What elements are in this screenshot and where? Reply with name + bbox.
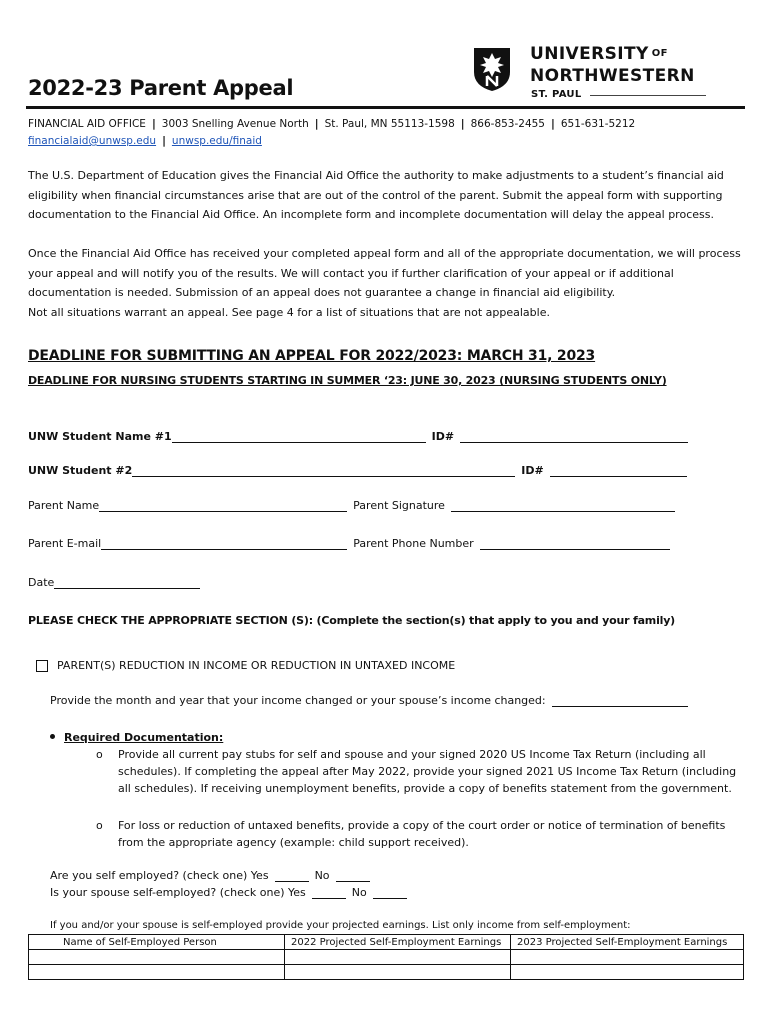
- date-label: Date: [28, 576, 55, 589]
- student2-row: [28, 464, 687, 477]
- logo-wordmark-university: UNIVERSITY OF: [530, 44, 668, 64]
- logo-wordmark-st-paul: ST. PAUL: [531, 89, 582, 100]
- student1-name-input[interactable]: [172, 430, 426, 443]
- table-header-cell: 2022 Projected Self-Employment Earnings: [285, 935, 511, 950]
- student1-row: [28, 430, 688, 443]
- website-link[interactable]: unwsp.edu/finaid: [171, 135, 262, 147]
- university-shield-logo-icon: [472, 46, 512, 92]
- parent-name-label: Parent Name: [28, 499, 100, 512]
- spouse-self-employed-question: Is your spouse self-employed? (check one) Yes No: [50, 886, 407, 899]
- office-phone-tollfree: 866-853-2455: [470, 118, 545, 130]
- table-row: [29, 965, 744, 980]
- bullet-dot-icon: [50, 734, 55, 739]
- table-row: [29, 950, 744, 965]
- parent-phone-label: Parent Phone Number: [353, 537, 474, 550]
- section1-title: PARENT(S) REDUCTION IN INCOME OR REDUCTION IN UNTAXED INCOME: [57, 659, 456, 672]
- table-header-cell: Name of Self-Employed Person: [29, 935, 285, 950]
- income-change-input[interactable]: [552, 694, 688, 707]
- date-row: [28, 576, 200, 589]
- required-documentation-label: Required Documentation:: [64, 731, 224, 744]
- parent-email-input[interactable]: [101, 537, 347, 550]
- table-cell-input[interactable]: [285, 950, 511, 965]
- office-city: St. Paul, MN 55113-1598: [324, 118, 455, 130]
- sub-bullet-icon: o: [96, 819, 103, 832]
- email-link[interactable]: financialaid@unwsp.edu: [28, 135, 157, 147]
- self-employed-question: Are you self employed? (check one) Yes No: [50, 869, 370, 882]
- documentation-item-text: Provide all current pay stubs for self and spouse and your signed 2020 US Income Tax Return (including all schedules). If completing the appeal after May 2022, provide your signed 2021 US Income Tax Return (including all schedules). If receiving unemployment benefits, provide a copy of benefits statement from the government.: [118, 748, 737, 795]
- self-employment-earnings-table: [28, 934, 744, 980]
- documentation-item: [96, 746, 744, 797]
- student2-id-input[interactable]: [550, 464, 687, 477]
- parent-email-row: [28, 537, 670, 550]
- income-change-row: [50, 694, 688, 707]
- spouse-self-employed-yes-input[interactable]: [312, 886, 346, 899]
- student1-label: UNW Student Name #1: [28, 430, 172, 443]
- documentation-item: [96, 817, 744, 851]
- contact-links: financialaid@unwsp.edu | unwsp.edu/finaid: [28, 135, 262, 147]
- student2-id-label: ID#: [521, 464, 544, 477]
- table-cell-input[interactable]: [511, 965, 744, 980]
- contact-line: FINANCIAL AID OFFICE | 3003 Snelling Avenue North | St. Paul, MN 55113-1598 | 866-853-2455 | 651-631-5212: [28, 118, 636, 130]
- logo-wordmark-northwestern: NORTHWESTERN: [530, 66, 695, 86]
- table-header-cell: 2023 Projected Self-Employment Earnings: [511, 935, 744, 950]
- office-name: FINANCIAL AID OFFICE: [28, 118, 146, 130]
- student1-id-input[interactable]: [460, 430, 688, 443]
- office-address: 3003 Snelling Avenue North: [161, 118, 309, 130]
- table-cell-input[interactable]: [29, 950, 285, 965]
- table-header-row: [29, 935, 744, 950]
- table-cell-input[interactable]: [511, 950, 744, 965]
- spouse-self-employed-no-input[interactable]: [373, 886, 407, 899]
- deadline-nursing: DEADLINE FOR NURSING STUDENTS STARTING IN SUMMER ‘23: JUNE 30, 2023 (NURSING STUDENTS ONLY): [28, 374, 667, 387]
- self-employed-no-input[interactable]: [336, 869, 370, 882]
- parent-email-label: Parent E-mail: [28, 537, 102, 550]
- header-rule: [26, 106, 745, 109]
- student1-id-label: ID#: [431, 430, 455, 443]
- parent-phone-input[interactable]: [480, 537, 670, 550]
- student2-name-input[interactable]: [132, 464, 515, 477]
- required-documentation: [50, 731, 223, 744]
- income-change-label: Provide the month and year that your income changed or your spouse’s income changed:: [50, 694, 546, 707]
- page-title: 2022-23 Parent Appeal: [28, 76, 294, 100]
- documentation-item-text: For loss or reduction of untaxed benefits, provide a copy of the court order or notice of termination of benefits from the appropriate agency (example: child support received).: [118, 819, 726, 849]
- date-input[interactable]: [54, 576, 200, 589]
- check-section-heading: PLEASE CHECK THE APPROPRIATE SECTION (S): (Complete the section(s) that apply to you and your family): [28, 614, 676, 627]
- table-cell-input[interactable]: [285, 965, 511, 980]
- student2-label: UNW Student #2: [28, 464, 133, 477]
- parent-name-input[interactable]: [99, 499, 347, 512]
- self-employed-yes-input[interactable]: [275, 869, 309, 882]
- parent-signature-label: Parent Signature: [353, 499, 445, 512]
- parent-name-row: [28, 499, 675, 512]
- section1-checkbox[interactable]: [36, 660, 48, 672]
- intro-paragraph-1: The U.S. Department of Education gives the Financial Aid Office the authority to make adjustments to a student’s financial aid eligibility when financial circumstances arise that are out of the control of the parent. Submit the appeal form with supporting documentation to the Financial Aid Office. An incomplete form and incomplete documentation will delay the appeal process.: [28, 169, 724, 221]
- sub-bullet-icon: o: [96, 748, 103, 761]
- deadline-main: DEADLINE FOR SUBMITTING AN APPEAL FOR 2022/2023: MARCH 31, 2023: [28, 348, 596, 364]
- parent-signature-input[interactable]: [451, 499, 675, 512]
- earnings-intro: If you and/or your spouse is self-employed provide your projected earnings. List only income from self-employment:: [50, 920, 631, 931]
- logo-divider: [590, 95, 706, 96]
- contact-block: [28, 116, 635, 150]
- intro-paragraph-2: Once the Financial Aid Office has received your completed appeal form and all of the appropriate documentation, we will process your appeal and will notify you of the results. We will contact you if further clarification of your appeal or if additional documentation is needed. Submission of an appeal does not guarantee a change in financial aid eligibility. Not all situations warrant an appeal. See page 4 for a list of situations that are not appealable.: [28, 247, 741, 319]
- office-phone-local: 651-631-5212: [560, 118, 636, 130]
- table-cell-input[interactable]: [29, 965, 285, 980]
